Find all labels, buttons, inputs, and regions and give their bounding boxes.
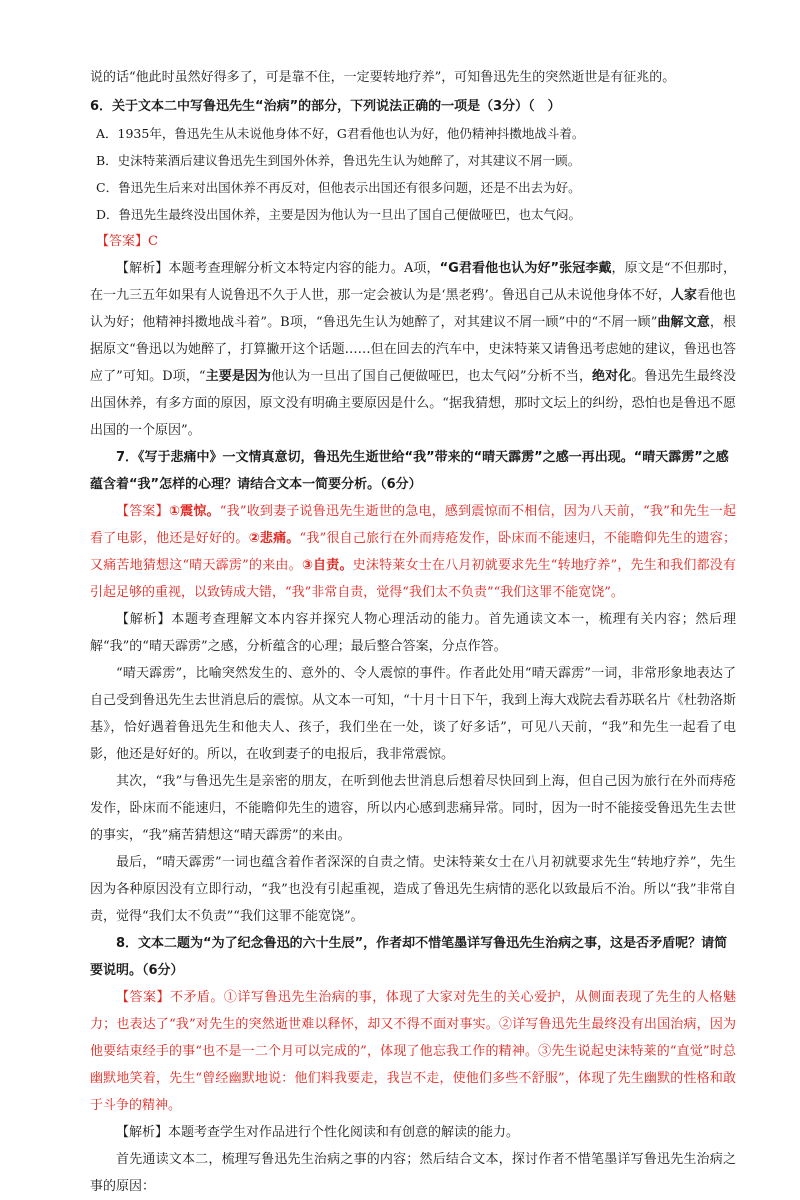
question-8-stem: 8．文本二题为“为了纪念鲁迅的六十生辰”，作者却不惜笔墨详写鲁迅先生治病之事，这是否矛盾呢？请简要说明。（6分） bbox=[90, 936, 728, 978]
q6-analysis-emphasis: 主要是因为 bbox=[205, 369, 272, 384]
q7-paragraph-1: “晴天霹雳”，比喻突然发生的、意外的、令人震惊的事件。作者此处用“晴天霹雳”一词，非常形象地表达了自己受到鲁迅先生去世消息后的震惊。从文本一可知，“十月十日下午，我到上海大戏院去看苏联名片《杜勃洛斯基》，恰好遇着鲁迅先生和他夫人、孩子，我们坐在一处，谈了好多话”，可见八天前，“我”和先生一起看了电影，他还是好好的。所以，在收到妻子的电报后，我非常震惊。 bbox=[90, 666, 736, 762]
q7-point-1-title: ①震惊。 bbox=[168, 504, 220, 519]
q6-analysis-text: 看他也认为好；他精神抖擞地战斗着”。B项，“鲁迅先生认为她醉了，对其建议不屑一顾”中的“不屑一顾” bbox=[90, 288, 736, 330]
q7-analysis-intro: 本题考查理解文本内容并探究人物心理活动的能力。首先通读文本一，梳理有关内容；然后理解“我”的“晴天霹雳”之感，分析蕴含的心理；最后整合答案，分点作答。 bbox=[90, 612, 736, 654]
q6-analysis-text: ，根据原文“鲁迅以为她醉了，打算撇开这个话题……但在回去的汽车中，史沫特莱又请鲁迅考虑她的建议，鲁迅也答应了”可知。D项，“ bbox=[90, 315, 736, 384]
q6-option-d: D．鲁迅先生最终没出国休养，主要是因为他认为一旦出了国自己便做哑巴，也太气闷。 bbox=[96, 207, 582, 222]
q6-analysis-emphasis: 绝对化 bbox=[592, 369, 632, 384]
q7-point-2-text: “我”很自己旅行在外而痔疮发作，卧床而不能速归，不能瞻仰先生的遗容；又痛苦地猜想这“晴天霹雳”的来由。 bbox=[90, 531, 736, 573]
q7-paragraph-3: 最后，“晴天霹雳”一词也蕴含着作者深深的自责之情。史沫特莱女士在八月初就要求先生“转地疗养”，先生因为各种原因没有立即行动，“我”也没有引起重视，造成了鲁迅先生病情的恶化以致最后不治。所以“我”非常自责，觉得“我们太不负责”“我们这罪不能宽饶”。 bbox=[90, 855, 736, 924]
q8-analysis bbox=[90, 1119, 736, 1146]
answer-tag: 【答案】 bbox=[116, 990, 170, 1005]
q7-point-1-text: “我”收到妻子说鲁迅先生逝世的急电，感到震惊而不相信，因为八天前，“我”和先生一起看了电影，他还是好好的。 bbox=[90, 504, 736, 546]
document-page bbox=[90, 64, 736, 1200]
q6-analysis-text: 他认为一旦出了国自己便做哑巴，也太气闷”分析不当， bbox=[271, 369, 593, 384]
q7-answer bbox=[90, 498, 736, 606]
analysis-tag: 【解析】 bbox=[116, 261, 169, 276]
analysis-tag: 【解析】 bbox=[116, 1125, 169, 1140]
q7-analysis bbox=[90, 606, 736, 660]
q6-option-c: C．鲁迅先生后来对出国休养不再反对，但他表示出国还有很多问题，还是不出去为好。 bbox=[96, 180, 581, 195]
q6-analysis-text: 本题考查理解分析文本特定内容的能力。A项， bbox=[168, 261, 440, 276]
q7-point-2-title: ②悲痛。 bbox=[248, 531, 300, 546]
q8-analysis-text: 本题考查学生对作品进行个性化阅读和有创意的解读的能力。 bbox=[168, 1125, 520, 1140]
q6-option-a: A．1935年，鲁迅先生从未说他身体不好，G君看他也认为好，他仍精神抖擞地战斗着。 bbox=[96, 126, 585, 141]
question-6-stem: 6．关于文本二中写鲁迅先生“治病”的部分，下列说法正确的一项是（3分）（ ） bbox=[90, 99, 561, 114]
q7-paragraph-2: 其次，“我”与鲁迅先生是亲密的朋友，在听到他去世消息后想着尽快回到上海，但自己因为旅行在外而痔疮发作，卧床而不能速归，不能瞻仰先生的遗容，所以内心感到悲痛异常。同时，因为一时不能接受鲁迅先生去世的事实，“我”痛苦猜想这“晴天霹雳”的来由。 bbox=[90, 774, 736, 843]
q6-answer bbox=[90, 228, 736, 255]
q6-analysis-emphasis: 人家 bbox=[670, 288, 697, 303]
answer-tag: 【答案】 bbox=[96, 234, 149, 249]
q6-analysis bbox=[90, 255, 736, 444]
q8-answer bbox=[90, 984, 736, 1119]
q8-tail-paragraph: 首先通读文本二，梳理写鲁迅先生治病之事的内容；然后结合文本，探讨作者不惜笔墨详写鲁迅先生治病之事的原因： bbox=[90, 1152, 736, 1194]
q7-point-3-text: 史沫特莱女士在八月初就要求先生“转地疗养”，先生和我们都没有引起足够的重视，以致铸成大错，“我”非常自责，觉得“我们太不负责”“我们这罪不能宽饶”。 bbox=[90, 558, 736, 600]
q7-point-3-title: ③自责。 bbox=[301, 558, 353, 573]
answer-tag: 【答案】 bbox=[116, 504, 169, 519]
q6-option-b: B．史沫特莱酒后建议鲁迅先生到国外休养，鲁迅先生认为她醉了，对其建议不屑一顾。 bbox=[96, 153, 581, 168]
q6-analysis-text: ，原文是“不但那时，在一九三五年如果有人说鲁迅不久于人世，那一定会被认为是‘黑老鸦’。鲁迅自己从未说他身体不好， bbox=[90, 261, 736, 303]
intro-paragraph: 说的话“他此时虽然好得多了，可是靠不住，一定要转地疗养”，可知鲁迅先生的突然逝世是有征兆的。 bbox=[90, 70, 676, 85]
q6-answer-value: C bbox=[148, 234, 158, 249]
q8-answer-text: 不矛盾。①详写鲁迅先生治病的事，体现了大家对先生的关心爱护，从侧面表现了先生的人格魅力；也表达了“我”对先生的突然逝世难以释怀，却又不得不面对事实。②详写鲁迅先生最终没有出国治病，因为他要结束经手的事“也不是一二个月可以完成的”，体现了他忘我工作的精神。③先生说起史沫特莱的“直觉”时总幽默地笑着，先生“曾经幽默地说：他们料我要走，我岂不走，使他们多些不舒服”，体现了先生幽默的性格和敢于斗争的精神。 bbox=[90, 990, 736, 1113]
q6-analysis-emphasis: “G君看他也认为好”张冠李戴 bbox=[439, 261, 612, 276]
q6-analysis-emphasis: 曲解文意 bbox=[657, 315, 710, 330]
analysis-tag: 【解析】 bbox=[116, 612, 172, 627]
q6-analysis-text: 。鲁迅先生最终没出国休养，有多方面的原因，原文没有明确主要原因是什么。“据我猜想，那时文坛上的纠纷，恐怕也是鲁迅不愿出国的一个原因”。 bbox=[90, 369, 736, 438]
question-7-stem: 7．《写于悲痛中》一文情真意切，鲁迅先生逝世给“我”带来的“晴天霹雳”之感一再出现。“晴天霹雳”之感蕴含着“我”怎样的心理？请结合文本一简要分析。（6分） bbox=[90, 450, 729, 492]
